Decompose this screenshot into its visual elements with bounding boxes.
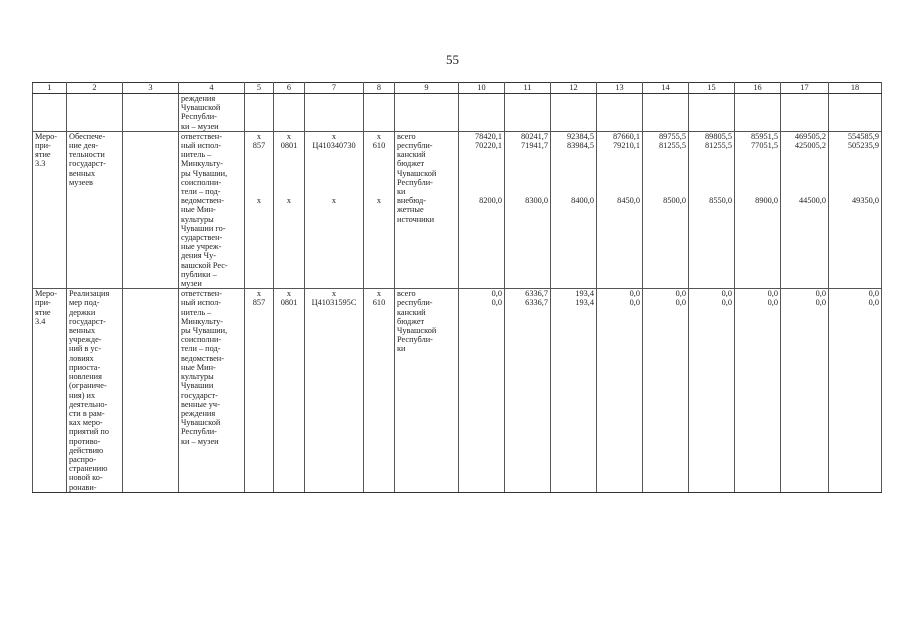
cell-text-line: распро-	[69, 454, 97, 464]
cell-text-line: 0,0	[721, 298, 732, 308]
cell-text-line: x	[256, 196, 262, 206]
cell-text-line	[507, 187, 548, 196]
cell-text-line: Чувашской	[397, 326, 437, 336]
event-3-4-row	[33, 289, 882, 492]
cell-text-line	[276, 159, 302, 168]
cell-text-line: Чувашии го-	[181, 223, 226, 233]
cell-text-line: 0,0	[629, 298, 640, 308]
header-cell: 4	[179, 83, 245, 94]
cell-text-line	[507, 150, 548, 159]
header-cell: 10	[459, 83, 505, 94]
event-3-3-executor	[179, 131, 245, 288]
cell-text-line: 8900,0	[755, 196, 778, 206]
cell-text-line: 0,0	[767, 298, 778, 308]
cell-text-line: культуры	[181, 372, 214, 382]
cell-text-line: 469505,2	[794, 131, 826, 141]
cell-text-line: ные Мин-	[181, 205, 216, 215]
cell-text-line: соисполни-	[181, 177, 222, 187]
cell-text-line: 81255,5	[659, 141, 686, 151]
cell-text-line: новления	[69, 372, 102, 382]
header-cell: 5	[245, 83, 274, 94]
cell-text-line	[507, 159, 548, 168]
cell-text-line: 857	[252, 141, 266, 151]
cell-text-line: ки	[397, 187, 406, 197]
cell-text-line: венных	[69, 168, 96, 178]
cell-text-line: музеи	[181, 279, 202, 289]
cell-text-line: 3.3	[35, 159, 46, 169]
cell-text-line: ры Чувашии,	[181, 168, 228, 178]
cell-text-line: 505235,9	[847, 141, 879, 151]
cell-text-line: x	[376, 131, 382, 141]
cell-text-line	[599, 178, 640, 187]
cell-text-line: 89805,5	[705, 131, 732, 141]
cell-text-line: 610	[372, 298, 386, 308]
cell-text-line	[599, 150, 640, 159]
cell-text-line: ные Мин-	[181, 362, 216, 372]
cell-text-line: противо-	[69, 436, 101, 446]
event-3-3-row	[33, 131, 882, 288]
cell-text-line	[247, 150, 271, 159]
header-cell: 18	[829, 83, 882, 94]
event-3-4-executor	[179, 289, 245, 492]
cell-text-line: 80241,7	[521, 131, 548, 141]
col17-stack	[781, 131, 829, 288]
cell-text-line	[691, 169, 732, 178]
cell-text-line: Республи-	[181, 112, 217, 122]
cell-text-line	[553, 178, 594, 187]
cell-text-line: Меро-	[35, 131, 58, 141]
col18-stack	[829, 131, 882, 288]
cell-text-line: бюджет	[397, 316, 425, 326]
cell-text-line: 79210,1	[613, 141, 640, 151]
cell-text-line	[645, 169, 686, 178]
cell-text-line	[553, 159, 594, 168]
header-cell: 9	[395, 83, 459, 94]
cell-text-line: странению	[69, 464, 108, 474]
header-cell: 17	[781, 83, 829, 94]
cell-text-line	[366, 169, 392, 178]
cell-text-line	[737, 178, 778, 187]
col5-stack	[245, 131, 274, 288]
cell-text-line: 857	[252, 298, 266, 308]
cell-text-line	[553, 169, 594, 178]
cell-text-line	[831, 150, 879, 159]
col8-stack	[364, 131, 395, 288]
header-row	[33, 83, 882, 94]
cell-text-line: 83984,5	[567, 141, 594, 151]
cell-text-line: сти в рам-	[69, 408, 105, 418]
cell-text-line	[276, 178, 302, 187]
cell-text-line: Меро-	[35, 289, 58, 299]
cell-text-line: Республи-	[397, 335, 433, 345]
cell-text-line: музеев	[69, 177, 93, 187]
cell-text-line: 70220,1	[475, 141, 502, 151]
cell-text-line: республи-	[397, 298, 433, 308]
cell-text-line	[307, 187, 361, 196]
cell-text-line: жетные	[397, 205, 424, 215]
event-3-3-code	[33, 131, 67, 288]
cell-text-line: ятие	[35, 150, 51, 160]
cell-text-line: x	[286, 289, 292, 299]
cell-text-line: реждения	[181, 94, 216, 103]
cell-text-line: ры Чувашии,	[181, 326, 228, 336]
cell-text-line	[247, 169, 271, 178]
cell-text-line: x	[331, 196, 337, 206]
col14-stack	[643, 131, 689, 288]
cell-text-line: 0,0	[868, 289, 879, 299]
cell-text-line	[783, 187, 826, 196]
cell-text-line: ведомствен-	[181, 196, 224, 206]
cell-text-line	[461, 159, 502, 168]
cell-text-line: Реализация	[69, 289, 110, 299]
cell-text-line: Республи-	[397, 177, 433, 187]
cell-text-line: ние дея-	[69, 141, 99, 151]
header-cell: 11	[505, 83, 551, 94]
col10-stack	[459, 131, 505, 288]
cell-text-line: ки	[397, 344, 406, 354]
cell-text-line: 8300,0	[525, 196, 548, 206]
budget-table	[32, 82, 882, 493]
cell-text-line: государст-	[69, 316, 106, 326]
cell-text-line: 0,0	[491, 289, 502, 299]
col11-stack	[505, 131, 551, 288]
cell-text-line: учрежде-	[69, 335, 102, 345]
cell-text-line: ятие	[35, 307, 51, 317]
cell-text-line: 87660,1	[613, 131, 640, 141]
cell-text-line	[461, 169, 502, 178]
cell-text-line: дения Чу-	[181, 251, 216, 261]
cell-text-line	[691, 159, 732, 168]
col6-stack	[274, 131, 305, 288]
cell-text-line: внебюд-	[397, 196, 427, 206]
cell-text-line: всего	[397, 289, 416, 299]
cell-text-line: ки – музеи	[181, 121, 219, 131]
cell-text-line	[307, 169, 361, 178]
event-3-4-title	[67, 289, 123, 492]
cell-text-line	[645, 187, 686, 196]
cell-text-line: 0,0	[767, 289, 778, 299]
cell-text-line	[553, 187, 594, 196]
cell-text-line: 0801	[280, 141, 298, 151]
cell-text-line	[553, 150, 594, 159]
header-cell: 14	[643, 83, 689, 94]
cell-text-line: 0,0	[629, 289, 640, 299]
cell-text-line: 0,0	[675, 298, 686, 308]
cell-text-line: сударствен-	[181, 233, 223, 243]
cell-text-line	[307, 178, 361, 187]
cell-text-line	[366, 159, 392, 168]
cell-text-line: 44500,0	[799, 196, 826, 206]
cell-text-line: источники	[397, 214, 435, 224]
cell-text-line: 85951,5	[751, 131, 778, 141]
cell-text-line: 71941,7	[521, 141, 548, 151]
cell-text-line: тельности	[69, 150, 105, 160]
cell-text-line: ответствен-	[181, 131, 223, 141]
col12-stack	[551, 131, 597, 288]
cell-text-line: Минкульту-	[181, 316, 223, 326]
cell-text-line: 193,4	[575, 298, 594, 308]
cell-text-line	[461, 150, 502, 159]
cell-text-line: реждения	[181, 408, 216, 418]
cell-text-line: 8200,0	[479, 196, 502, 206]
cell-text-line	[366, 178, 392, 187]
cell-text-line: 77051,5	[751, 141, 778, 151]
cell-text-line: x	[286, 131, 292, 141]
cell-text-line: 0,0	[815, 298, 826, 308]
cell-text-line: венные уч-	[181, 399, 220, 409]
cell-text-line: 78420,1	[475, 131, 502, 141]
cell-text-line: нитель –	[181, 150, 212, 160]
cell-text-line: тели – под-	[181, 344, 221, 354]
col15-stack	[689, 131, 735, 288]
cell-text-line: ные учреж-	[181, 242, 222, 252]
cell-text-line: держки	[69, 307, 96, 317]
cell-text-line: новой ко-	[69, 473, 103, 483]
cell-text-line: x	[331, 131, 337, 141]
cell-text-line: при-	[35, 298, 51, 308]
cell-text-line: бюджет	[397, 159, 425, 169]
header-cell: 13	[597, 83, 643, 94]
page-number: 55	[446, 52, 459, 67]
cell-text-line: 0801	[280, 298, 298, 308]
header-cell: 6	[274, 83, 305, 94]
cell-text-line: 6336,7	[525, 298, 548, 308]
header-cell: 16	[735, 83, 781, 94]
cell-text-line: Чувашской	[181, 103, 221, 113]
cell-text-line: 0,0	[491, 298, 502, 308]
cell-text-line	[461, 187, 502, 196]
cell-text-line: 8550,0	[709, 196, 732, 206]
cell-text-line: ведомствен-	[181, 353, 224, 363]
cell-text-line	[599, 159, 640, 168]
cell-text-line: деятельно-	[69, 399, 108, 409]
header-cell: 1	[33, 83, 67, 94]
cell-text-line: Ц41031595С	[311, 298, 357, 308]
cell-text-line: вашской Рес-	[181, 260, 228, 270]
cell-text-line: x	[376, 289, 382, 299]
cell-text-line	[645, 178, 686, 187]
cell-text-line	[247, 159, 271, 168]
cell-text-line: Ц410340730	[312, 141, 356, 151]
cell-text-line: государст-	[69, 159, 106, 169]
cell-text-line: нитель –	[181, 307, 212, 317]
cell-text-line: ронави-	[69, 482, 97, 492]
cell-text-line: 8500,0	[663, 196, 686, 206]
cell-text-line: приятий по	[69, 427, 110, 437]
cell-text-line	[507, 178, 548, 187]
cell-text-line	[276, 187, 302, 196]
cell-text-line: x	[256, 289, 262, 299]
cell-text-line: Минкульту-	[181, 159, 223, 169]
cell-text-line: ный испол-	[181, 141, 222, 151]
cell-text-line: x	[331, 289, 337, 299]
cell-text-line: Обеспече-	[69, 131, 106, 141]
cell-text-line: 193,4	[575, 289, 594, 299]
header-cell: 7	[305, 83, 364, 94]
cell-text-line: при-	[35, 141, 51, 151]
cell-text-line: Чувашской	[181, 418, 221, 428]
cell-text-line: канский	[397, 150, 426, 160]
cell-text-line: x	[286, 196, 292, 206]
cell-text-line	[247, 178, 271, 187]
event-3-4-code	[33, 289, 67, 492]
cell-text-line: 8450,0	[617, 196, 640, 206]
header-cell: 8	[364, 83, 395, 94]
cell-text-line	[737, 169, 778, 178]
cell-text-line: 0,0	[815, 289, 826, 299]
cell-text-line: 49350,0	[852, 196, 879, 206]
cell-text-line: республи-	[397, 141, 433, 151]
cell-text-line	[645, 150, 686, 159]
cell-text-line	[737, 187, 778, 196]
cell-text-line	[599, 187, 640, 196]
cell-text-line	[737, 150, 778, 159]
cell-text-line	[276, 169, 302, 178]
cell-text-line	[645, 159, 686, 168]
cell-text-line	[691, 178, 732, 187]
cell-text-line: 92384,5	[567, 131, 594, 141]
col9-source-stack	[395, 131, 459, 288]
cell-text-line: 0,0	[721, 289, 732, 299]
cell-text-line	[307, 150, 361, 159]
cell-text-line: 3.4	[35, 316, 46, 326]
cell-text-line: 89755,5	[659, 131, 686, 141]
cell-text-line	[691, 187, 732, 196]
cell-text-line: канский	[397, 307, 426, 317]
cell-text-line: 81255,5	[705, 141, 732, 151]
header-cell: 2	[67, 83, 123, 94]
cell-text-line: государст-	[181, 390, 218, 400]
cell-text-line: 425005,2	[794, 141, 826, 151]
cell-text-line: тели – под-	[181, 187, 221, 197]
cell-text-line	[366, 150, 392, 159]
cell-text-line: ки – музеи	[181, 436, 219, 446]
cell-text-line: мер под-	[69, 298, 100, 308]
cell-text-line	[831, 159, 879, 168]
continuation-executor	[179, 94, 245, 132]
cell-text-line	[831, 178, 879, 187]
cell-text-line: 554585,9	[847, 131, 879, 141]
col7-stack	[305, 131, 364, 288]
cell-text-line	[599, 169, 640, 178]
cell-text-line: ный испол-	[181, 298, 222, 308]
cell-text-line	[691, 150, 732, 159]
cell-text-line	[247, 187, 271, 196]
cell-text-line: Чувашии	[181, 381, 214, 391]
cell-text-line	[783, 178, 826, 187]
cell-text-line	[307, 159, 361, 168]
cell-text-line: (ограниче-	[69, 381, 107, 391]
col13-stack	[597, 131, 643, 288]
event-3-3-title	[67, 131, 123, 288]
cell-text-line: 8400,0	[571, 196, 594, 206]
cell-text-line: публики –	[181, 269, 217, 279]
cell-text-line: x	[256, 131, 262, 141]
cell-text-line: приоста-	[69, 362, 101, 372]
cell-text-line	[783, 169, 826, 178]
cell-text-line: Чувашской	[397, 168, 437, 178]
cell-text-line: 6336,7	[525, 289, 548, 299]
cell-text-line: ния) их	[69, 390, 96, 400]
cell-text-line: действию	[69, 445, 104, 455]
col16-stack	[735, 131, 781, 288]
cell-text-line	[783, 159, 826, 168]
cell-text-line: ловиях	[69, 353, 94, 363]
cell-text-line	[461, 178, 502, 187]
cell-text-line: 0,0	[675, 289, 686, 299]
cell-text-line: x	[376, 196, 382, 206]
cell-text-line	[737, 159, 778, 168]
cell-text-line: 0,0	[868, 298, 879, 308]
cell-text-line	[831, 187, 879, 196]
cell-text-line	[507, 169, 548, 178]
header-cell: 12	[551, 83, 597, 94]
cell-text-line: ответствен-	[181, 289, 223, 299]
cell-text-line	[831, 169, 879, 178]
cell-text-line: ний в ус-	[69, 344, 101, 354]
header-cell: 15	[689, 83, 735, 94]
cell-text-line	[366, 187, 392, 196]
cell-text-line: ках меро-	[69, 418, 103, 428]
cell-text-line	[276, 150, 302, 159]
cell-text-line: соисполни-	[181, 335, 222, 345]
cell-text-line: культуры	[181, 214, 214, 224]
continuation-row	[33, 94, 882, 132]
cell-text-line	[783, 150, 826, 159]
cell-text-line: венных	[69, 326, 96, 336]
cell-text-line: всего	[397, 131, 416, 141]
header-cell: 3	[123, 83, 179, 94]
cell-text-line: Республи-	[181, 427, 217, 437]
cell-text-line: 610	[372, 141, 386, 151]
